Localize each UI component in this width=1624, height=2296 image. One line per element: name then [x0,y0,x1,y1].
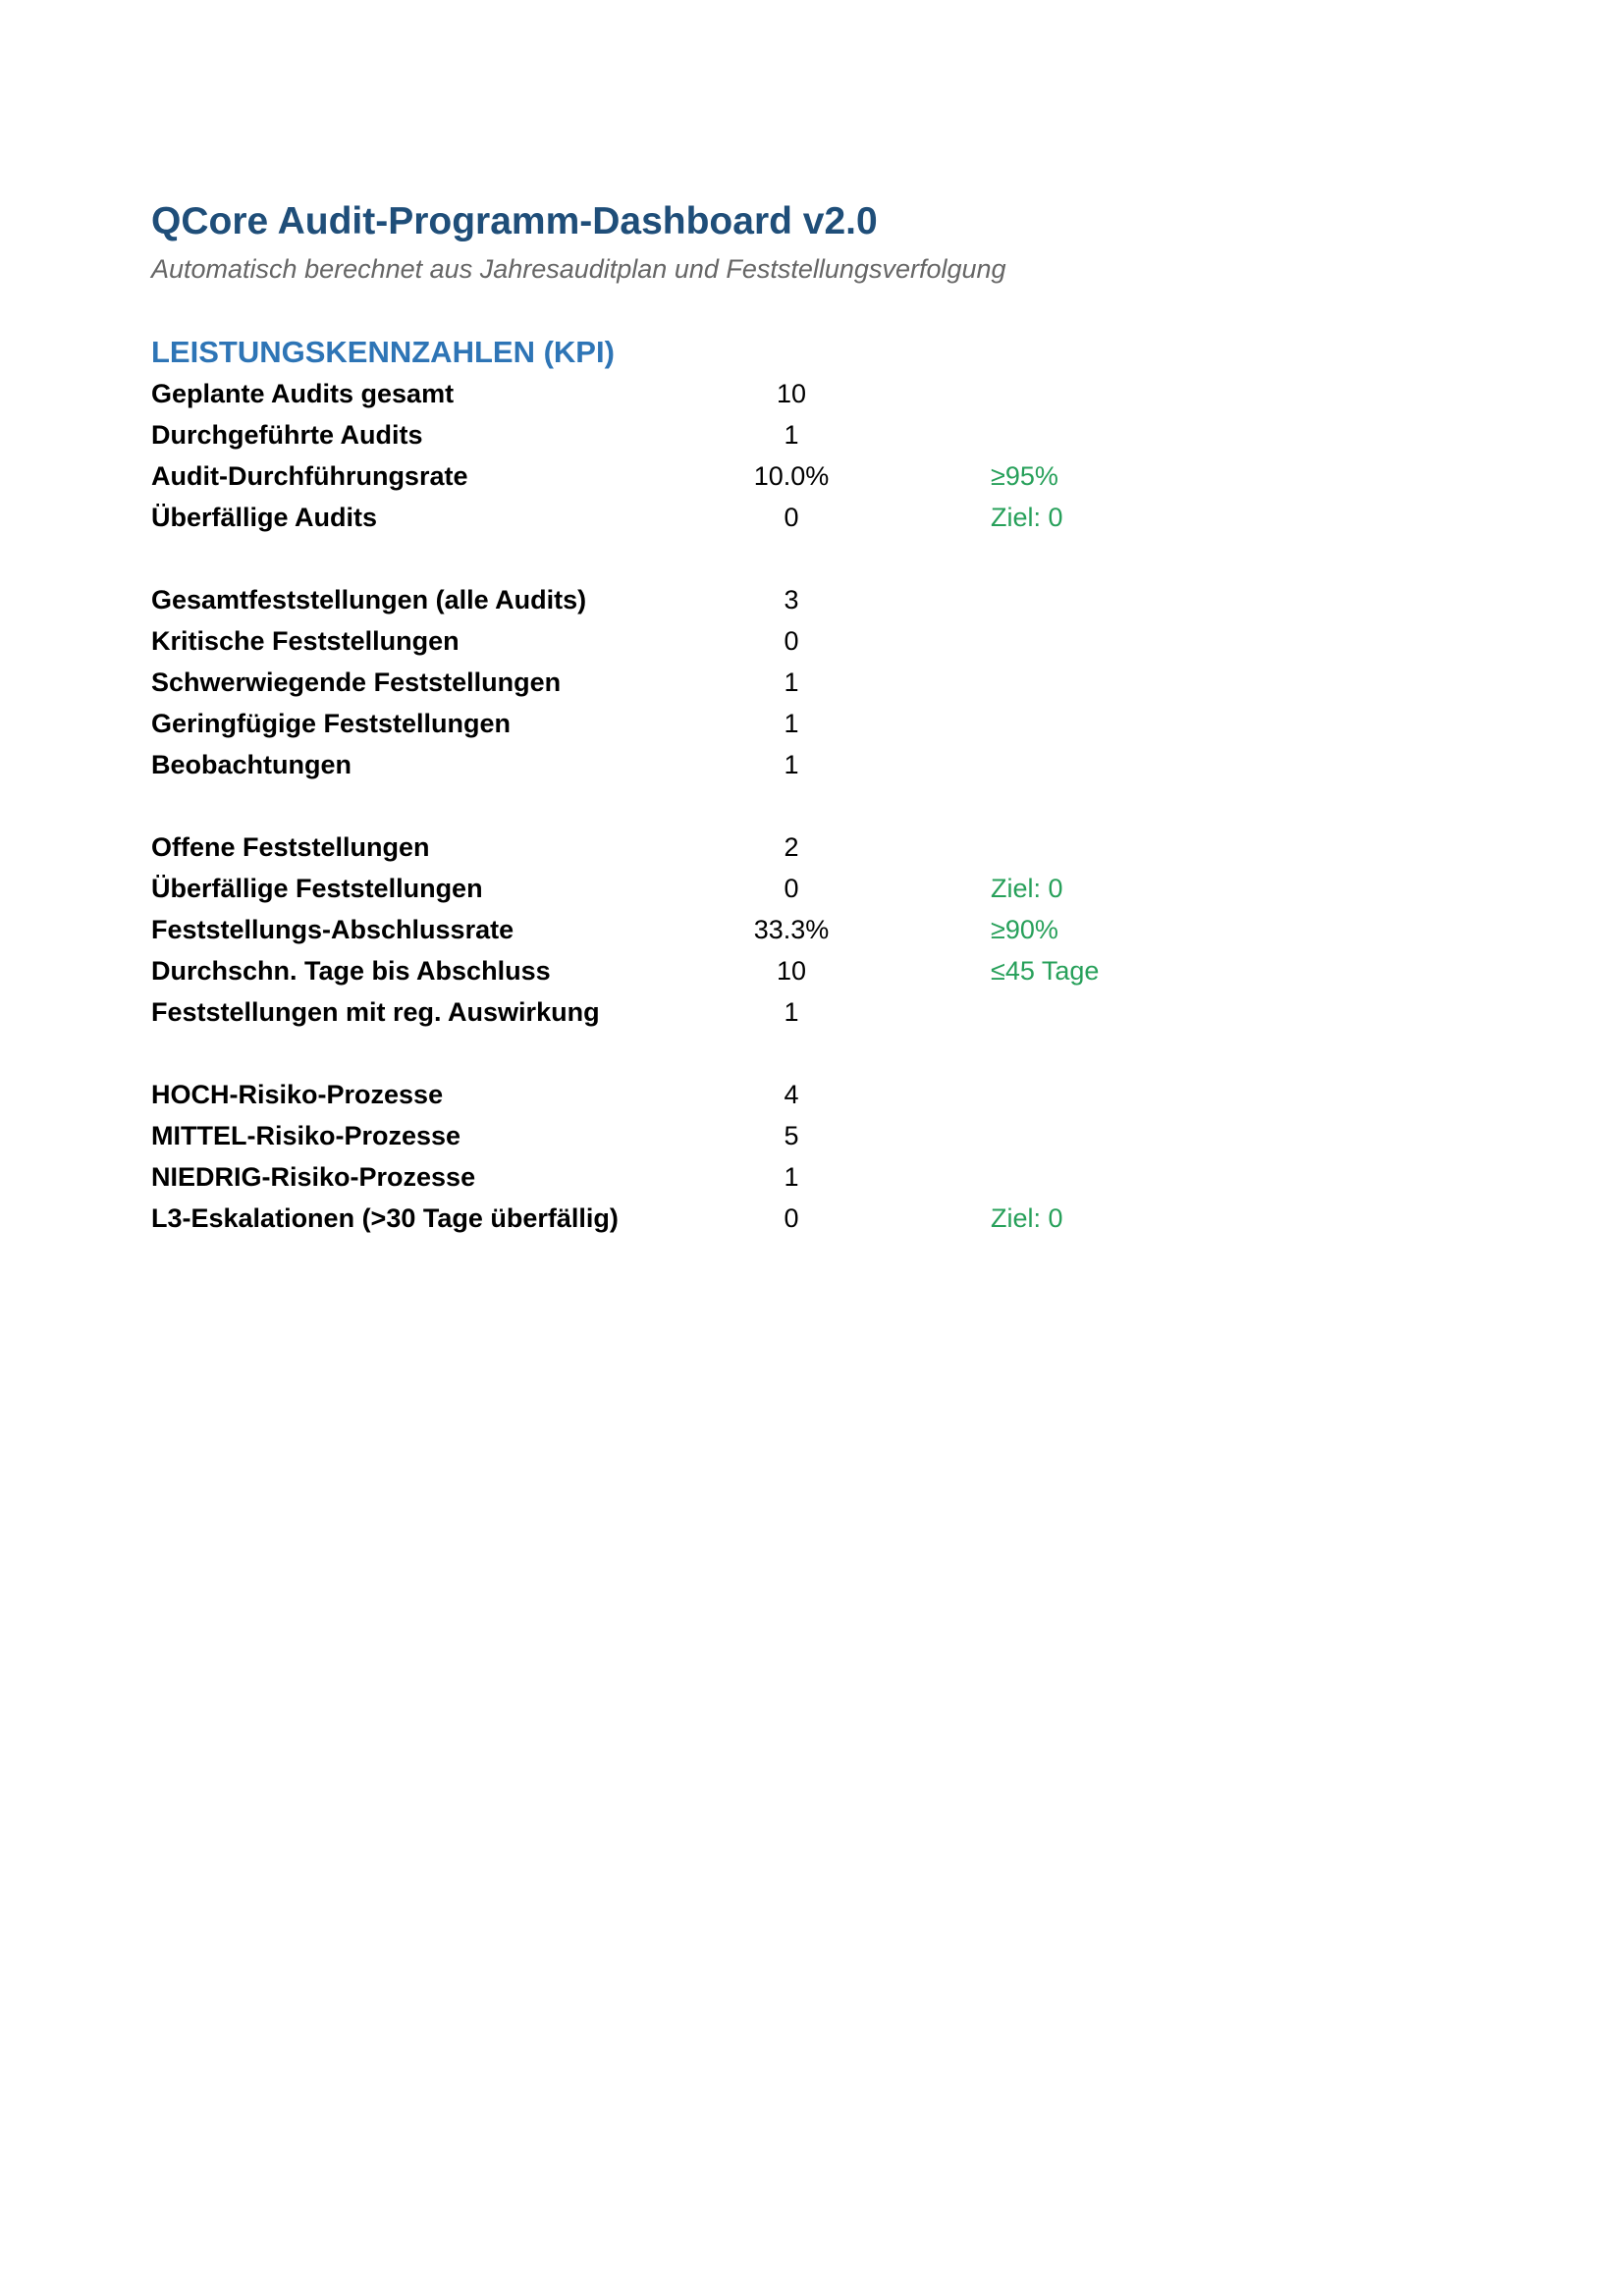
kpi-value: 1 [784,667,799,697]
dashboard-page [151,192,1526,1239]
kpi-value: 33.3% [753,915,830,944]
kpi-value: 1 [784,750,799,779]
kpi-label: Überfällige Feststellungen [151,874,483,903]
kpi-label: Schwerwiegende Feststellungen [151,667,562,697]
kpi-row [151,744,1526,785]
kpi-value: 10 [776,956,807,986]
kpi-list [151,373,1526,1239]
kpi-value: 1 [784,709,799,738]
kpi-value: 10 [776,379,807,408]
kpi-label: Offene Feststellungen [151,832,430,862]
kpi-label: Überfällige Audits [151,503,378,532]
kpi-label: Gesamtfeststellungen (alle Audits) [151,585,587,614]
group-spacer [151,1033,1526,1074]
kpi-label: Geplante Audits gesamt [151,379,455,408]
kpi-row [151,1156,1526,1198]
kpi-row [151,991,1526,1033]
kpi-row [151,909,1526,950]
kpi-value: 3 [784,585,799,614]
kpi-value: 4 [784,1080,799,1109]
kpi-label: Feststellungs-Abschlussrate [151,915,514,944]
kpi-target: Ziel: 0 [991,874,1063,903]
group-spacer [151,538,1526,579]
kpi-row [151,662,1526,703]
kpi-label: Audit-Durchführungsrate [151,461,468,491]
page-title: QCore Audit-Programm-Dashboard v2.0 [151,200,878,242]
kpi-value: 5 [784,1121,799,1150]
kpi-label: Feststellungen mit reg. Auswirkung [151,997,600,1027]
kpi-value: 0 [784,874,799,903]
kpi-label: Durchschn. Tage bis Abschluss [151,956,551,986]
kpi-row [151,579,1526,620]
kpi-label: Durchgeführte Audits [151,420,423,450]
kpi-row [151,827,1526,868]
kpi-section-heading: LEISTUNGSKENNZAHLEN (KPI) [151,335,615,369]
kpi-label: L3-Eskalationen (>30 Tage überfällig) [151,1203,619,1233]
kpi-value: 2 [784,832,799,862]
kpi-value: 1 [784,1162,799,1192]
kpi-row [151,1074,1526,1115]
kpi-row [151,455,1526,497]
kpi-value: 1 [784,997,799,1027]
kpi-row [151,497,1526,538]
kpi-value: 0 [784,626,799,656]
kpi-value: 10.0% [753,461,830,491]
kpi-row [151,1198,1526,1239]
kpi-row [151,868,1526,909]
kpi-row [151,620,1526,662]
kpi-label: Kritische Feststellungen [151,626,460,656]
kpi-value: 1 [784,420,799,450]
kpi-target: ≥95% [991,461,1058,491]
kpi-target: Ziel: 0 [991,503,1063,532]
kpi-target: ≤45 Tage [991,956,1100,986]
kpi-label: MITTEL-Risiko-Prozesse [151,1121,461,1150]
kpi-row [151,703,1526,744]
kpi-label: NIEDRIG-Risiko-Prozesse [151,1162,476,1192]
page-subtitle: Automatisch berechnet aus Jahresauditplan und Feststellungsverfolgung [151,254,1006,284]
kpi-target: Ziel: 0 [991,1203,1063,1233]
kpi-value: 0 [784,503,799,532]
kpi-label: Beobachtungen [151,750,352,779]
group-spacer [151,785,1526,827]
kpi-row [151,950,1526,991]
kpi-value: 0 [784,1203,799,1233]
kpi-label: Geringfügige Feststellungen [151,709,512,738]
kpi-row [151,414,1526,455]
kpi-target: ≥90% [991,915,1058,944]
kpi-row [151,1115,1526,1156]
kpi-label: HOCH-Risiko-Prozesse [151,1080,444,1109]
kpi-row [151,373,1526,414]
